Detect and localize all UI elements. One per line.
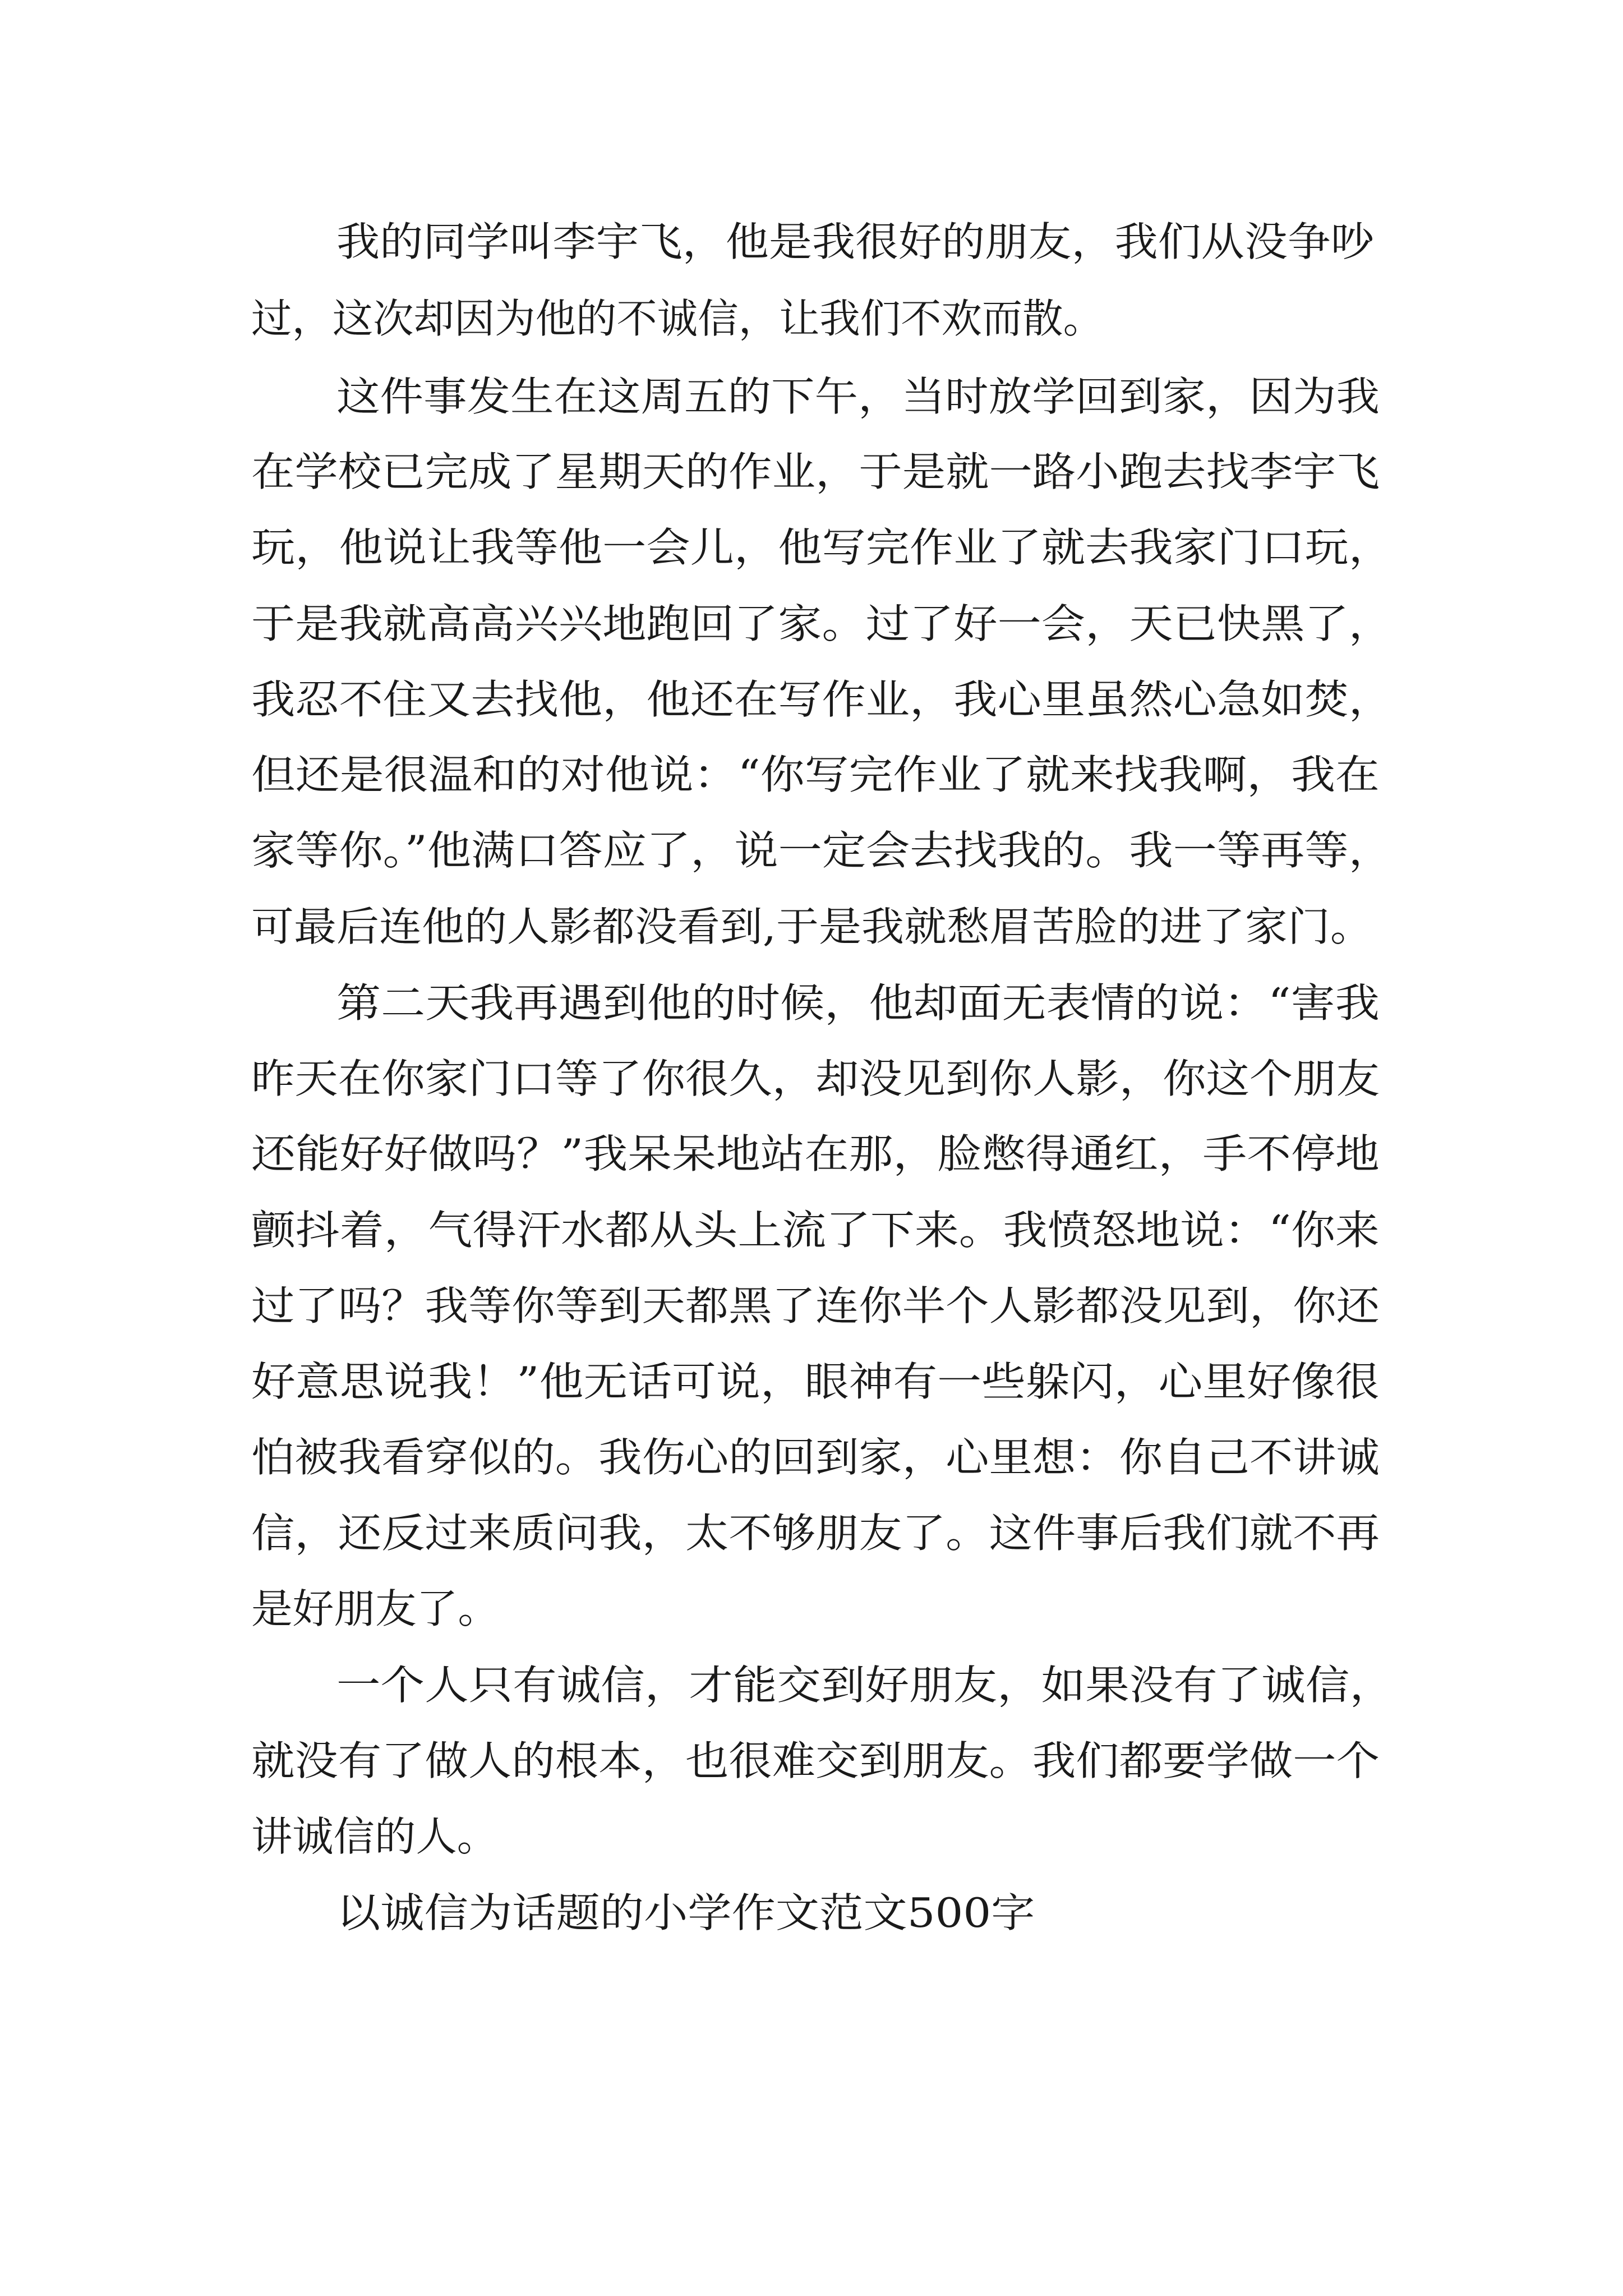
- text-line: 我的同学叫李宇飞，他是我很好的朋友，我们从没争吵: [336, 218, 1375, 265]
- text-line: 过了吗？我等你等到天都黑了连你半个人影都没见到，你还: [251, 1282, 1380, 1329]
- text-line: 还能好好做吗？”我呆呆地站在那，脸憋得通红，手不停地: [251, 1130, 1380, 1177]
- text-line: 是好朋友了。: [251, 1585, 500, 1632]
- text-line: 这件事发生在这周五的下午，当时放学回到家，因为我: [336, 373, 1380, 420]
- text-line: 好意思说我！”他无话可说，眼神有一些躲闪，心里好像很: [251, 1358, 1380, 1405]
- text-line: 一个人只有诚信，才能交到好朋友，如果没有了诚信，: [336, 1662, 1394, 1709]
- text-line: 颤抖着，气得汗水都从头上流了下来。我愤怒地说：“你来: [251, 1207, 1380, 1254]
- text-line: 我忍不住又去找他，他还在写作业，我心里虽然心急如焚，: [251, 676, 1393, 723]
- text-line: 玩，他说让我等他一会儿，他写完作业了就去我家门口玩，: [251, 524, 1393, 571]
- text-line: 就没有了做人的根本，也很难交到朋友。我们都要学做一个: [251, 1737, 1380, 1784]
- text-line: 可最后连他的人影都没看到,于是我就愁眉苦脸的进了家门。: [251, 903, 1373, 950]
- text-line: 过，这次却因为他的不诚信，让我们不欢而散。: [251, 295, 1104, 342]
- text-line: 但还是很温和的对他说：“你写完作业了就来找我啊，我在: [251, 751, 1380, 798]
- text-line: 家等你。”他满口答应了，说一定会去找我的。我一等再等，: [251, 827, 1393, 874]
- text-line: 讲诚信的人。: [251, 1813, 499, 1860]
- text-line: 在学校已完成了星期天的作业，于是就一路小跑去找李宇飞: [251, 448, 1380, 495]
- text-line: 怕被我看穿似的。我伤心的回到家，心里想：你自己不讲诚: [251, 1434, 1380, 1481]
- text-line: 第二天我再遇到他的时候，他却面无表情的说：“害我: [336, 979, 1380, 1027]
- next-essay-title: 以诚信为话题的小学作文范文500字: [336, 1889, 1035, 1936]
- text-line: 于是我就高高兴兴地跑回了家。过了好一会，天已快黑了，: [251, 600, 1393, 647]
- text-line: 信，还反过来质问我，太不够朋友了。这件事后我们就不再: [251, 1510, 1380, 1557]
- text-line: 昨天在你家门口等了你很久，却没见到你人影，你这个朋友: [251, 1055, 1380, 1102]
